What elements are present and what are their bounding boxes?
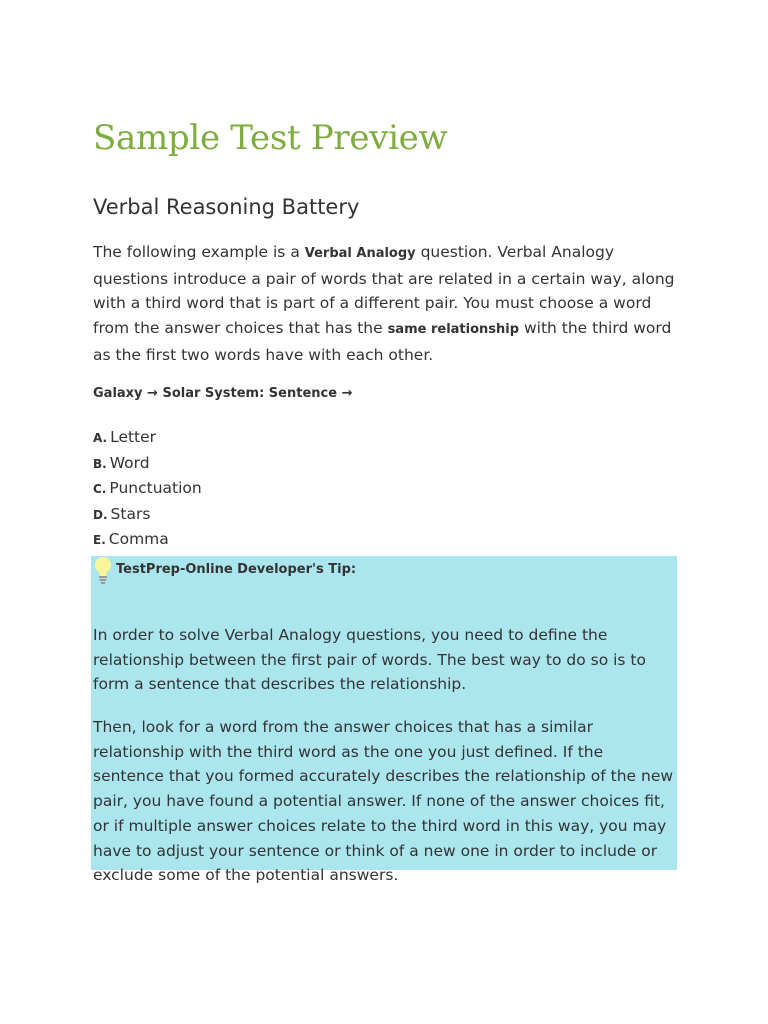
tip-heading: TestPrep-Online Developer's Tip:: [116, 562, 357, 577]
answer-choice-b: [93, 451, 202, 477]
intro-text-1: The following example is a: [93, 243, 305, 261]
choice-text: Comma: [108, 530, 169, 549]
answer-choice-d: [93, 502, 202, 528]
intro-text-2: question. Verbal Analogy questions introduce a pair of words that are related in a certain way, along with a third word that is part of a different pair. You must choose a word from the answer choices that has the: [93, 243, 675, 338]
choice-text: Stars: [110, 504, 151, 523]
choice-text: Word: [109, 453, 150, 472]
choice-text: Letter: [110, 428, 157, 446]
choice-letter: E.: [93, 533, 106, 548]
answer-choices: [93, 425, 202, 553]
answer-choice-c: [93, 476, 202, 502]
answer-choice-a: [93, 425, 202, 451]
intro-bold-same-relationship: same relationship: [387, 322, 520, 338]
page-title: Sample Test Preview: [93, 118, 448, 158]
question-prompt: Galaxy → Solar System: Sentence →: [93, 386, 353, 401]
tip-paragraph-1: In order to solve Verbal Analogy questions, you need to define the relationship between the first pair of words. The best way to do so is to form a sentence that describes the relationship.: [93, 626, 646, 694]
answer-choice-e: [93, 527, 202, 553]
choice-letter: B.: [93, 456, 107, 471]
intro-text-3: with the third word as the first two words have with each other.: [93, 319, 672, 364]
section-subtitle: Verbal Reasoning Battery: [93, 195, 360, 219]
choice-letter: A.: [93, 431, 108, 445]
choice-text: Punctuation: [109, 479, 202, 498]
developer-tip-box: [91, 556, 677, 885]
choice-letter: C.: [93, 482, 107, 497]
choice-letter: D.: [93, 507, 108, 522]
lightbulb-icon: [93, 556, 113, 586]
tip-paragraph-2: Then, look for a word from the answer choices that has a similar relationship with the third word as the one you just defined. If the sentence that you formed accurately describes the relationship of the new pair, you have found a potential answer. If none of the answer choices fit, or if multiple answer choices relate to the third word in this way, you may have to adjust your sentence or think of a new one in order to include or exclude some of the potential answers.: [93, 718, 674, 885]
intro-paragraph: [93, 240, 683, 368]
intro-bold-verbal-analogy: Verbal Analogy: [304, 246, 416, 261]
